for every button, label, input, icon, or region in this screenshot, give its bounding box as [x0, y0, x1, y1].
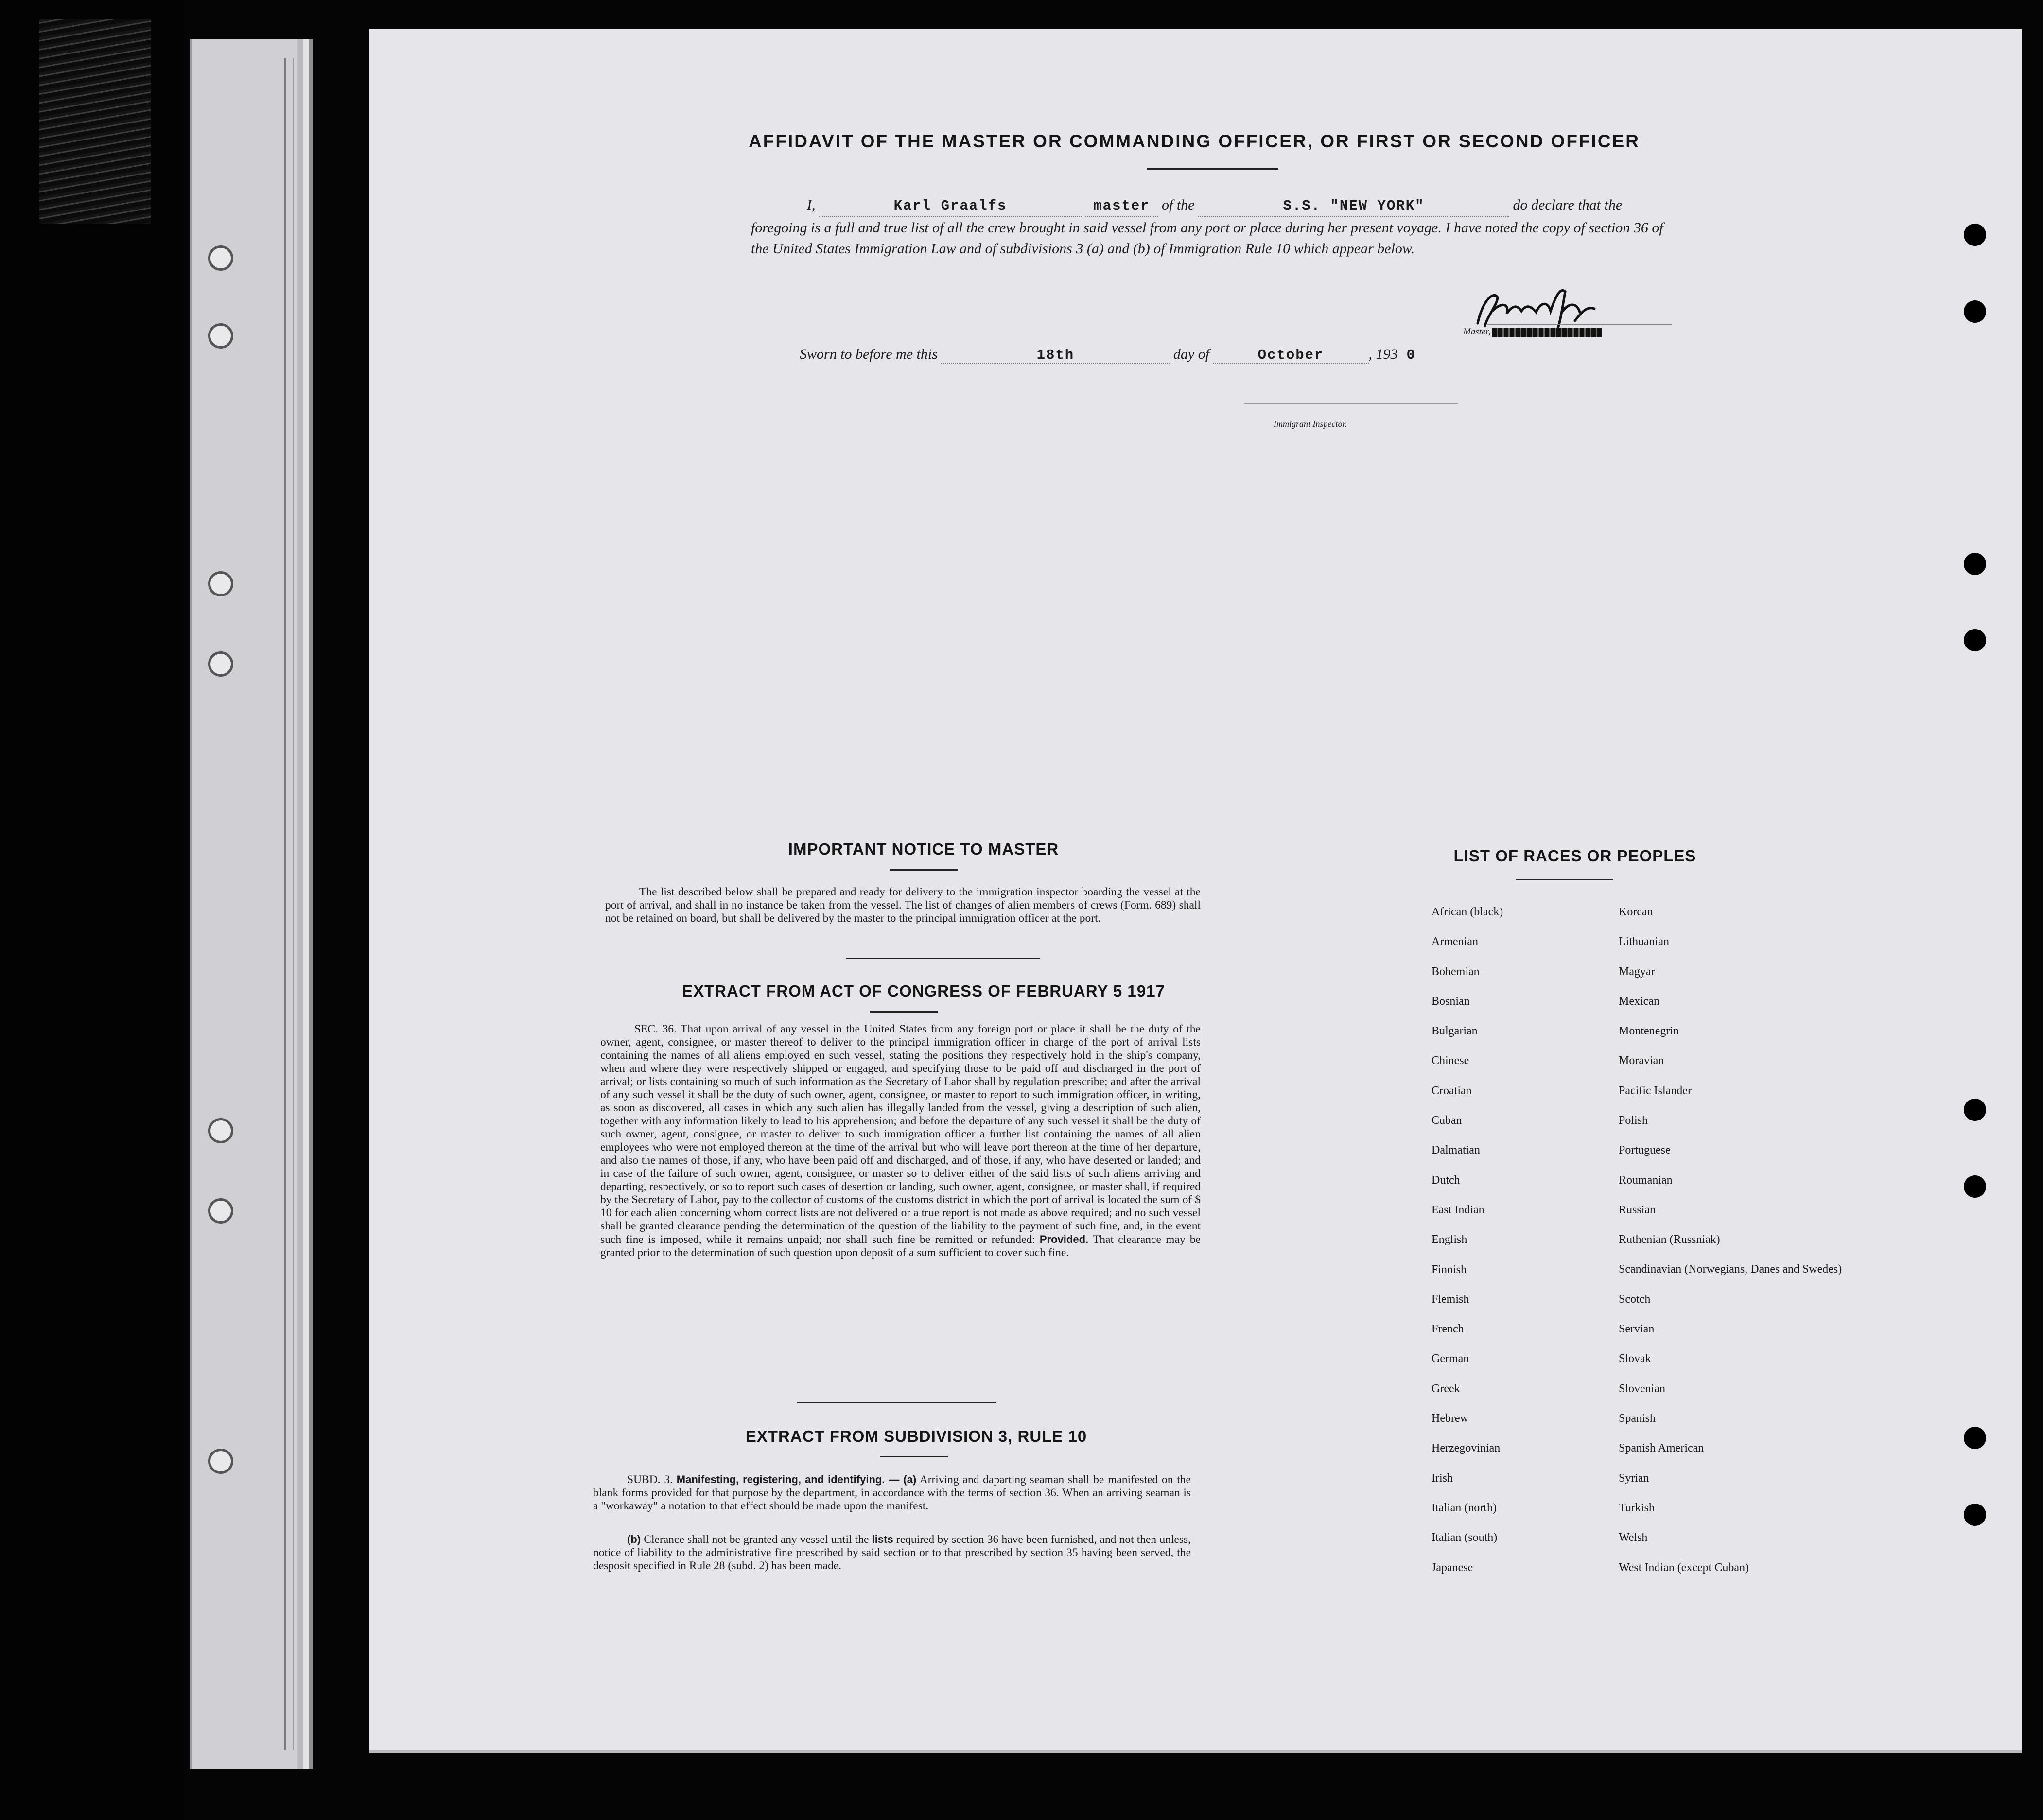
race-item: Syrian — [1619, 1471, 1649, 1485]
strip-fold-line — [293, 58, 294, 1750]
sworn-day-field: 18th — [941, 347, 1170, 364]
punch-hole — [1964, 1175, 1986, 1198]
races-title: LIST OF RACES OR PEOPLES — [1453, 847, 1696, 865]
struck-out-titles — [1492, 328, 1602, 337]
notice-title: IMPORTANT NOTICE TO MASTER — [788, 840, 1059, 858]
race-item: Pacific Islander — [1619, 1084, 1692, 1097]
binding-hole — [208, 1449, 233, 1474]
race-item: Chinese — [1432, 1054, 1469, 1068]
race-item: Spanish — [1619, 1412, 1656, 1425]
subd-b-text-tail: required by section 36 have been furnished, and not then unless, notice of liability to the administrative fine prescribed by said section or to that prescribed by section 35 having been served, the desposit specified in Rule 28 (subd. 2) has been made. — [593, 1533, 1191, 1572]
act-text — [600, 1023, 1201, 1260]
title-rule — [1147, 168, 1278, 170]
race-item: Italian (south) — [1432, 1531, 1498, 1544]
race-item: English — [1432, 1233, 1467, 1246]
race-item: Scandinavian (Norwegians, Danes and Swedes) — [1619, 1262, 1842, 1276]
punch-hole — [1964, 553, 1986, 575]
subd-label: SUBD. 3. — [627, 1473, 673, 1486]
race-item: Armenian — [1432, 935, 1478, 948]
race-item: German — [1432, 1352, 1469, 1365]
notice-text: The list described below shall be prepared and ready for delivery to the immigration inspector boarding the vessel at the port of arrival, and shall in no instance be taken from the vessel. The list of changes of alien members of crews (Form. 689) shall not be retained on board, but shall be delivered by the master to the principal immigration officer at the port. — [605, 886, 1201, 925]
act-rule — [870, 1011, 938, 1013]
binding-strip — [190, 39, 313, 1769]
race-item: Russian — [1619, 1203, 1656, 1216]
rule-title-rule — [880, 1456, 948, 1457]
provided-keyword: Provided. — [1039, 1233, 1089, 1245]
strip-fold-line — [284, 58, 286, 1750]
race-item: Herzegovinian — [1432, 1442, 1501, 1455]
sworn-statement — [800, 346, 1577, 364]
master-name-field: Karl Graalfs — [819, 195, 1082, 217]
race-item: West Indian (except Cuban) — [1619, 1561, 1749, 1574]
race-item: Spanish American — [1619, 1442, 1704, 1455]
affidavit-declaration — [751, 194, 1675, 259]
sworn-prefix: Sworn to before me this — [800, 346, 938, 362]
race-item: Dalmatian — [1432, 1144, 1480, 1157]
inspector-label: Immigrant Inspector. — [1274, 419, 1347, 429]
race-item: Irish — [1432, 1471, 1453, 1485]
races-right-column — [1619, 905, 1842, 1591]
rank-field: master — [1085, 195, 1158, 217]
binding-hole — [208, 651, 233, 677]
notice-rule — [890, 869, 958, 871]
frayed-edge — [39, 19, 151, 224]
of-the-label: of the — [1162, 197, 1195, 213]
race-item: Hebrew — [1432, 1412, 1468, 1425]
punch-hole — [1964, 224, 1986, 246]
rule-subd-b — [593, 1533, 1191, 1573]
binding-hole — [208, 323, 233, 349]
race-item: Polish — [1619, 1114, 1648, 1127]
rule-subd-a — [593, 1473, 1191, 1513]
affidavit-i-label: I, — [807, 197, 816, 213]
race-item: Turkish — [1619, 1501, 1655, 1514]
notice-end-rule — [846, 958, 1040, 959]
day-of-label: day of — [1173, 346, 1210, 362]
punch-hole — [1964, 1504, 1986, 1526]
race-item: East Indian — [1432, 1203, 1484, 1216]
subd-b-label: (b) — [627, 1533, 641, 1545]
race-item: Servian — [1619, 1323, 1655, 1336]
subd-heading: Manifesting, registering, and identifying. — — [676, 1473, 900, 1486]
year-digit-field: 0 — [1406, 347, 1416, 363]
race-item: French — [1432, 1323, 1464, 1336]
declaration-body: that the foregoing is a full and true list of all the crew brought in said vessel from any port or place during her present voyage. I have noted the copy of section 36 of the United States Immigration Law and of subdivisions 3 (a) and (b) of Immigration Rule 10 which appear below. — [751, 197, 1663, 257]
race-item: Portuguese — [1619, 1144, 1671, 1157]
race-item: Slovenian — [1619, 1382, 1665, 1395]
inspector-signature-line — [1244, 403, 1458, 404]
sworn-month-field: October — [1213, 347, 1369, 364]
race-item: African (black) — [1432, 906, 1503, 918]
race-item: Croatian — [1432, 1084, 1472, 1097]
vessel-name-field: S.S. "NEW YORK" — [1198, 195, 1509, 217]
race-item: Lithuanian — [1619, 935, 1669, 948]
binding-edge — [0, 0, 185, 1820]
binding-hole — [208, 1118, 233, 1143]
act-title: EXTRACT FROM ACT OF CONGRESS OF FEBRUARY 5 1917 — [682, 982, 1165, 1000]
race-item: Italian (north) — [1432, 1501, 1497, 1514]
race-item: Moravian — [1619, 1054, 1664, 1068]
signature-caption — [1463, 327, 1602, 337]
binding-hole — [208, 571, 233, 596]
race-item: Roumanian — [1619, 1173, 1673, 1187]
do-declare-label: do declare — [1513, 197, 1574, 213]
race-item: Japanese — [1432, 1561, 1473, 1574]
race-item: Bohemian — [1432, 965, 1480, 978]
race-item: Welsh — [1619, 1531, 1648, 1544]
signature-line — [1487, 324, 1672, 325]
race-item: Korean — [1619, 906, 1653, 918]
races-rule — [1516, 879, 1613, 880]
race-item: Ruthenian (Russniak) — [1619, 1233, 1720, 1246]
binding-hole — [208, 245, 233, 271]
master-caption: Master, — [1463, 327, 1491, 337]
race-item: Slovak — [1619, 1352, 1651, 1365]
race-item: Mexican — [1619, 995, 1659, 1008]
binding-hole — [208, 1198, 233, 1224]
punch-hole — [1964, 1099, 1986, 1121]
subd-a-label: (a) — [903, 1473, 917, 1486]
punch-hole — [1964, 300, 1986, 323]
race-item: Scotch — [1619, 1293, 1651, 1306]
race-item: Greek — [1432, 1382, 1460, 1395]
rule-title: EXTRACT FROM SUBDIVISION 3, RULE 10 — [745, 1427, 1087, 1445]
act-text-body: SEC. 36. That upon arrival of any vessel in the United States from any foreign port or place it shall be the duty of the owner, agent, consignee, or master thereof to deliver to the principal immigration officer in charge of the port of arrival lists containing the names of all aliens employed en such vessel, stating the positions they respectively hold in the ship's company, when and where they were respectively shipped or engaged, and specifying those to be paid off and discharged in the port of arrival; or lists containing so much of such information as the Secretary of Labor shall by regulation prescribe; and after the arrival of any such vessel it shall be the duty of such owner, agent, consignee, or master to report to such immigration officer, in writing, as soon as discovered, all cases in which any such alien has illegally landed from the vessel, giving a description of such alien, together with any information likely to lead to his apprehension; and before the departure of any such vessel it shall be the duty of such owner, agent, consignee, or master to deliver to such immigration officer a further list containing the names of all alien employees who were not employed thereon at the time of the arrival but who will leave port thereon at the time of her departure, and also the names of those, if any, who have been paid off and discharged, and of those, if any, who have deserted or landed; and in case of the failure of such owner, agent, consignee, or master so to deliver either of the said lists of such aliens arriving and departing, respectively, or so to report such cases of desertion or landing, such owner, agent, consignee, or master shall, if required by the Secretary of Labor, pay to the collector of customs of the customs district in which the port of arrival is located the sum of $ 10 for each alien concerning whom correct lists are not delivered or a true report is not made as above required; and no such vessel shall be granted clearance pending the determination of the question of the liability to the payment of such fine, and, in the event such fine is imposed, while it remains unpaid; nor shall such fine be remitted or refunded: — [600, 1023, 1201, 1246]
act-text-tail: That clearance may be granted prior to the determination of such question upon deposit of a sum sufficient to cover such fine. — [600, 1233, 1201, 1259]
year-prefix: , 193 — [1368, 346, 1398, 362]
race-item: Montenegrin — [1619, 1025, 1679, 1038]
race-item: Bulgarian — [1432, 1025, 1478, 1038]
races-left-column — [1432, 905, 1503, 1591]
race-item: Bosnian — [1432, 995, 1470, 1008]
race-item: Flemish — [1432, 1293, 1469, 1306]
affidavit-title: AFFIDAVIT OF THE MASTER OR COMMANDING OFFICER, OR FIRST OR SECOND OFFICER — [749, 131, 1640, 151]
act-end-rule — [797, 1402, 996, 1403]
subd-b-text: Clerance shall not be granted any vessel until the — [644, 1533, 869, 1546]
race-item: Finnish — [1432, 1263, 1467, 1276]
punch-hole — [1964, 1427, 1986, 1449]
lists-keyword: lists — [872, 1533, 893, 1545]
subd-a-text: Arriving and daparting seaman shall be manifested on the blank forms provided for that purpose by the department, in accordance with the terms of section 36. When an arriving seaman is a "workaway" a notation to that effect should be made upon the manifest. — [593, 1473, 1191, 1512]
race-item: Cuban — [1432, 1114, 1462, 1127]
race-item: Dutch — [1432, 1173, 1460, 1187]
punch-hole — [1964, 629, 1986, 651]
race-item: Magyar — [1619, 965, 1655, 978]
